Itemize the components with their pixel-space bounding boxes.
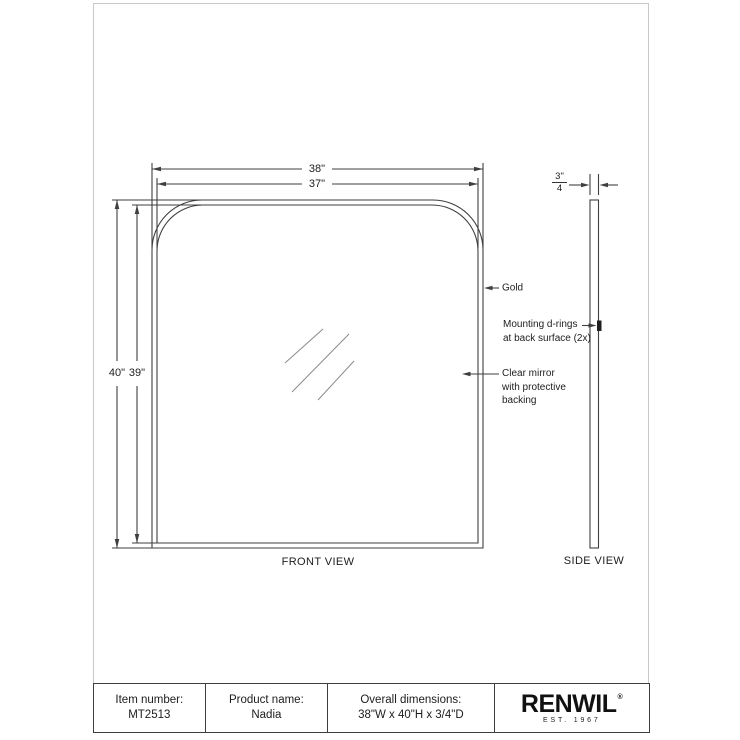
brand-wordmark: RENWIL (520, 690, 617, 718)
item-number-label: Item number: (115, 694, 184, 706)
annotation-mounting: Mounting d-rings at back surface (2x) (503, 319, 591, 344)
d-ring-marker (597, 321, 602, 332)
overall-dimensions-label: Overall dimensions: (360, 694, 462, 706)
product-name-label: Product name: (228, 694, 304, 706)
dimension-label-38: 38" (308, 163, 326, 175)
dimension-label-depth: $\frac{3"}{4}$ (552, 171, 567, 194)
side-view-title: SIDE VIEW (563, 555, 625, 567)
annotation-clear-mirror: Clear mirror with protective backing (502, 368, 566, 406)
side-view-profile (590, 200, 599, 548)
dimension-label-37: 37" (308, 178, 326, 190)
mirror-outer-outline (152, 200, 483, 548)
item-number-value: MT2513 (128, 709, 171, 721)
brand-cell (495, 684, 649, 732)
arrowheads (115, 167, 608, 548)
overall-dimensions-cell (328, 684, 494, 732)
item-number-cell (94, 684, 206, 732)
brand-established: EST. 1967 (543, 717, 601, 724)
spec-table (93, 683, 650, 733)
overall-dimensions-value: 38"W x 40"H x 3/4"D (358, 709, 464, 721)
brand-logo (521, 692, 623, 716)
product-name-value: Nadia (251, 709, 282, 721)
product-name-cell (206, 684, 329, 732)
front-view-title: FRONT VIEW (281, 556, 355, 568)
mirror-inner-outline (157, 205, 478, 543)
dimension-label-39: 39" (128, 367, 146, 379)
registered-trademark-icon: ® (617, 694, 623, 701)
glass-reflection-lines (285, 329, 354, 400)
annotation-gold: Gold (502, 282, 524, 294)
dimension-label-40: 40" (108, 367, 126, 379)
